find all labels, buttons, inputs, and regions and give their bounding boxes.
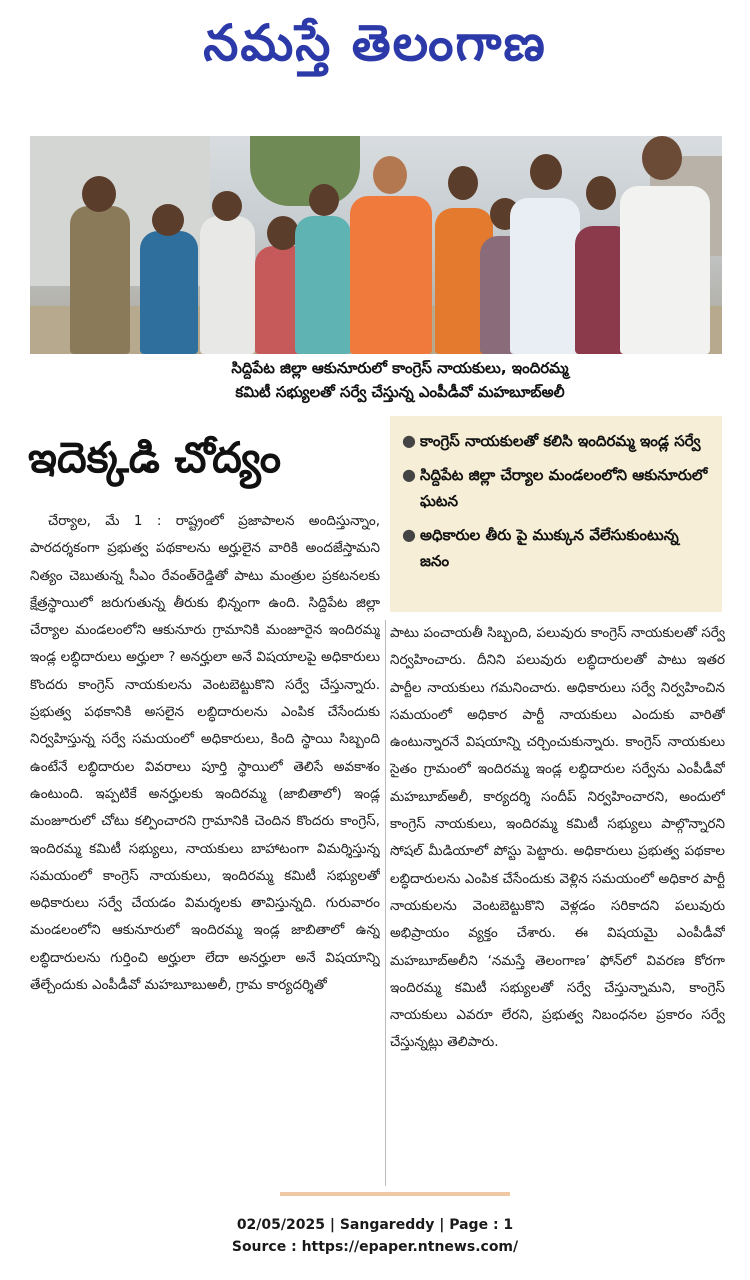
caption-line-2: కమిటీ సభ్యులతో సర్వే చేస్తున్న ఎంపీడీవో మహబూబ్‌అలీ — [235, 383, 565, 401]
caption-line-1: సిద్దిపేట జిల్లా ఆకునూరులో కాంగ్రెస్ నాయకులు, ఇందిరమ్మ — [231, 359, 569, 377]
page-footer — [0, 1214, 750, 1258]
article-column-right: పాటు పంచాయతీ సిబ్బంది, పలువురు కాంగ్రెస్ నాయకులతో సర్వే నిర్వహించారు. దీనిని పలువురు లబ్ధిదారులతో పాటు ఇతర పార్టీల నాయకులు గమనించారు. అధికారులు సర్వే నిర్వహించిన సమయంలో అధికార పార్టీ నాయకులు ఎందుకు వారితో ఉంటున్నారనే విషయాన్ని చర్చించుకున్నారు. కాంగ్రెస్ నాయకులు సైతం గ్రామంలో ఇందిరమ్మ ఇండ్ల లబ్ధిదారుల సర్వేను ఎంపీడీవో మహబూబ్‌అలీ, కార్యదర్శి సందీప్ నిర్వహించారని, అందులో కాంగ్రెస్ నాయకులు, ఇందిరమ్మ కమిటీ సభ్యులు పాల్గొన్నారని సోషల్ మీడియాలో పోస్టు పెట్టారు. అధికారులు ప్రభుత్వ పథకాల లబ్ధిదారులను ఎంపిక చేసేందుకు వెళ్లిన సమయంలో అధికార పార్టీ నాయకులను వెంటబెట్టుకొని వెళ్లడం సరికాదని పలువురు అభిప్రాయం వ్యక్తం చేశారు. ఈ విషయమై ఎంపీడీవో మహబూబ్‌అలీని ‘నమస్తే తెలంగాణ’ ఫోన్‌లో వివరణ కోరగా ఇందిరమ్మ కమిటీ సభ్యులతో సర్వే చేస్తున్నామని, కాంగ్రెస్ నాయకులు ఎవరూ లేరని, ప్రభుత్వ నిబంధనల ప్రకారం సర్వే చేస్తున్నట్లు తెలిపారు. — [390, 625, 725, 1051]
photo-person — [70, 206, 130, 354]
photo-caption — [205, 356, 595, 408]
highlight-text: సిద్దిపేట జిల్లా చేర్యాల మండలంలోని ఆకునూరులో ఘటన — [420, 466, 708, 510]
photo-person — [620, 186, 710, 354]
highlight-text: కాంగ్రెస్ నాయకులతో కలిసి ఇందిరమ్మ ఇండ్ల సర్వే — [420, 432, 701, 450]
photo-person — [295, 216, 351, 354]
masthead-title: నమస్తే తెలంగాణ — [203, 14, 547, 72]
news-photo — [30, 136, 722, 354]
highlight-item — [402, 428, 710, 454]
footer-date-line: 02/05/2025 | Sangareddy | Page : 1 — [236, 1217, 514, 1233]
photo-head — [82, 176, 116, 212]
article-headline: ఇదెక్కడి చోద్యం — [28, 433, 282, 482]
photo-head — [586, 176, 616, 210]
bullet-icon: ● — [402, 431, 416, 450]
photo-tree — [250, 136, 360, 206]
photo-person — [510, 198, 580, 354]
photo-head — [373, 156, 407, 194]
bullet-icon: ● — [402, 525, 416, 544]
highlights-box — [390, 416, 722, 612]
photo-person — [350, 196, 432, 354]
article-column-left: చేర్యాల, మే 1 : రాష్ట్రంలో ప్రజాపాలన అందిస్తున్నాం, పారదర్శకంగా ప్రభుత్వ పథకాలను అర్హులైన వారికి అందజేస్తామని నిత్యం చెబుతున్న సీఎం రేవంత్‌రెడ్డితో పాటు మంత్రుల ప్రకటనలకు క్షేత్రస్థాయిలో జరుగుతున్న తీరుకు భిన్నంగా ఉంది. సిద్దిపేట జిల్లా చేర్యాల మండలంలోని ఆకునూరు గ్రామానికి మంజూరైన ఇందిరమ్మ ఇండ్ల లబ్ధిదారులు అర్హులా ? అనర్హులా అనే విషయాలపై అధికారులు కొందరు కాంగ్రెస్ నాయకులను వెంటబెట్టుకొని సర్వే చేస్తున్నారు. ప్రభుత్వ పథకానికి అసలైన లబ్ధిదారులను ఎంపిక చేసేందుకు నిర్వహిస్తున్న సర్వే సమయంలో అధికారులు, కింది స్థాయి సిబ్బంది ఉంటేనే లబ్ధిదారుల వివరాలు పూర్తి స్థాయిలో తెలిసే అవకాశం ఉంటుంది. ఇప్పటికే అనర్హులకు ఇందిరమ్మ (జాబితాలో) ఇండ్ల మంజూరులో చోటు కల్పించారని గ్రామానికి చెందిన కొందరు కాంగ్రెస్, ఇందిరమ్మ కమిటీ సభ్యులు, నాయకులు బాహాటంగా విమర్శిస్తున్న సమయంలో కాంగ్రెస్ నాయకులు, ఇందిరమ్మ కమిటీ సభ్యులతో అధికారులు సర్వే చేయడం విమర్శలకు తావిస్తున్నది. గురువారం మండలంలోని ఆకునూరులో ఇందిరమ్మ ఇండ్ల జాబితాలో ఉన్న లబ్ధిదారులను గుర్తించి అర్హులా లేదా అనర్హులా అనే విషయాన్ని తేల్చేందుకు ఎంపీడీవో మహబూబుఅలీ, గ్రామ కార్యదర్శితో — [30, 513, 380, 994]
highlight-item — [402, 522, 710, 574]
column-divider — [385, 620, 386, 1186]
bullet-icon: ● — [402, 465, 416, 484]
photo-head — [309, 184, 339, 216]
highlight-text: అధికారుల తీరు పై ముక్కున వేలేసుకుంటున్న జనం — [420, 526, 679, 570]
bottom-rule — [280, 1192, 510, 1196]
photo-person — [200, 216, 255, 354]
photo-head — [642, 136, 682, 180]
highlight-item — [402, 462, 710, 514]
photo-head — [212, 191, 242, 221]
photo-head — [448, 166, 478, 200]
photo-head — [530, 154, 562, 190]
photo-head — [152, 204, 184, 236]
photo-person — [140, 231, 198, 354]
footer-source-line: Source : https://epaper.ntnews.com/ — [231, 1239, 519, 1255]
